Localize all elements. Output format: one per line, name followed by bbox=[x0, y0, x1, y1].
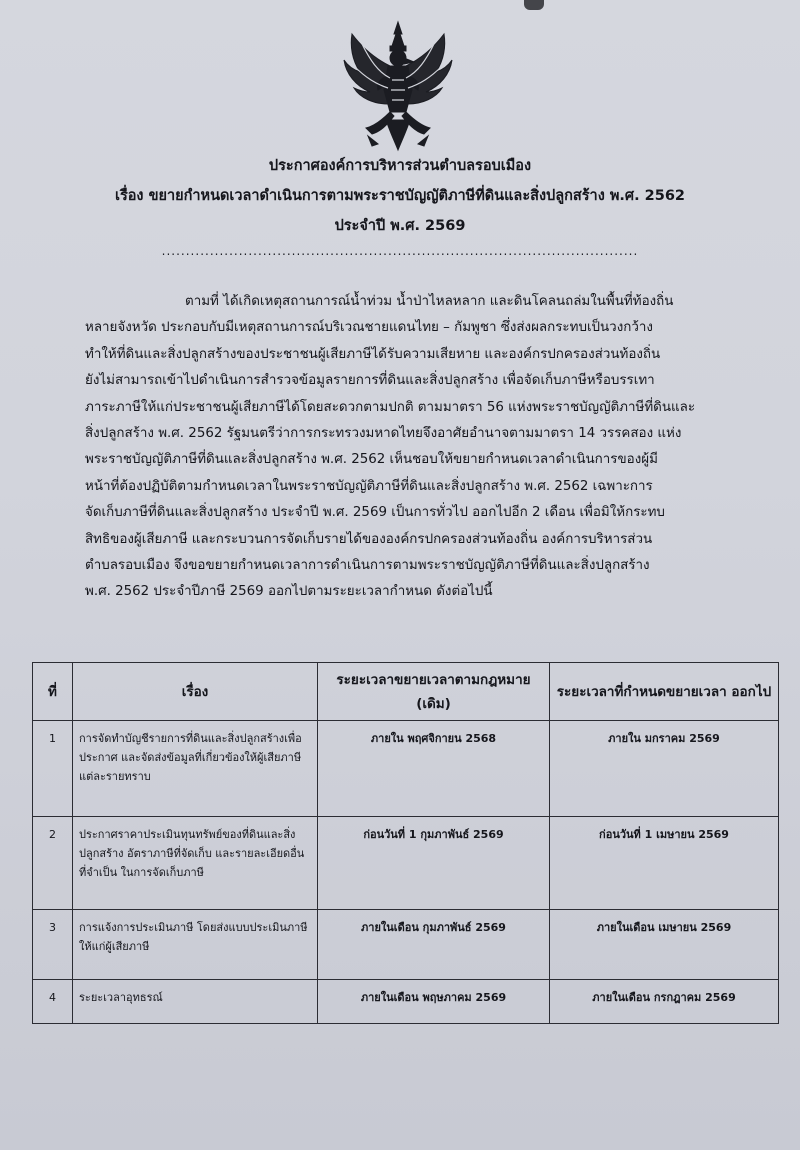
body-line: หน้าที่ต้องปฏิบัติตามกำหนดเวลาในพระราชบัญญัติภาษีที่ดินและสิ่งปลูกสร้าง พ.ศ. 2562 เฉพาะการ bbox=[85, 478, 653, 494]
header-no: ที่ bbox=[33, 663, 73, 721]
body-line: พระราชบัญญัติภาษีที่ดินและสิ่งปลูกสร้าง พ.ศ. 2562 เห็นชอบให้ขยายกำหนดเวลาดำเนินการของผู้มี bbox=[85, 452, 658, 468]
body-line: พ.ศ. 2562 ประจำปีภาษี 2569 ออกไปตามระยะเวลากำหนด ดังต่อไปนี้ bbox=[85, 584, 493, 600]
announcement-body bbox=[85, 289, 775, 606]
row-old-deadline: ภายในเดือน กุมภาพันธ์ 2569 bbox=[318, 910, 550, 980]
row-old-deadline: ภายใน พฤศจิกายน 2568 bbox=[318, 721, 550, 817]
row-topic: การแจ้งการประเมินภาษี โดยส่งแบบประเมินภาษีให้แก่ผู้เสียภาษี bbox=[73, 910, 318, 980]
table-row bbox=[33, 910, 779, 980]
body-line: ทำให้ที่ดินและสิ่งปลูกสร้างของประชาชนผู้เสียภาษีได้รับความเสียหาย และองค์กรปกครองส่วนท้องถิ่น bbox=[85, 346, 661, 362]
page-edge-mark bbox=[524, 0, 544, 10]
table-row bbox=[33, 980, 779, 1024]
row-new-deadline: ภายในเดือน เมษายน 2569 bbox=[550, 910, 779, 980]
body-line: ยังไม่สามารถเข้าไปดำเนินการสำรวจข้อมูลรายการที่ดินและสิ่งปลูกสร้าง เพื่อจัดเก็บภาษีหรือบรรเทา bbox=[85, 373, 655, 389]
body-line: ภาระภาษีให้แก่ประชาชนผู้เสียภาษีได้โดยสะดวกตามปกติ ตามมาตรา 56 แห่งพระราชบัญญัติภาษีที่ดินและ bbox=[85, 399, 696, 415]
schedule-table bbox=[32, 662, 779, 1024]
announcement-title: ประกาศองค์การบริหารส่วนตำบลรอบเมือง bbox=[268, 158, 532, 174]
row-old-deadline: ภายในเดือน พฤษภาคม 2569 bbox=[318, 980, 550, 1024]
announcement-subject: เรื่อง ขยายกำหนดเวลาดำเนินการตามพระราชบัญญัติภาษีที่ดินและสิ่งปลูกสร้าง พ.ศ. 2562 bbox=[114, 188, 686, 204]
table-row bbox=[33, 721, 779, 817]
row-old-deadline: ก่อนวันที่ 1 กุมภาพันธ์ 2569 bbox=[318, 817, 550, 910]
separator-dots: ................................................................................................... bbox=[161, 244, 639, 258]
body-line: หลายจังหวัด ประกอบกับมีเหตุสถานการณ์บริเวณชายแดนไทย – กัมพูชา ซึ่งส่งผลกระทบเป็นวงกว้าง bbox=[85, 320, 653, 336]
row-number: 1 bbox=[33, 721, 73, 817]
header-new-deadline: ระยะเวลาที่กำหนดขยายเวลา ออกไป bbox=[550, 663, 779, 721]
body-line: ตำบลรอบเมือง จึงขอขยายกำหนดเวลาการดำเนินการตามพระราชบัญญัติภาษีที่ดินและสิ่งปลูกสร้าง bbox=[85, 558, 650, 574]
row-number: 3 bbox=[33, 910, 73, 980]
row-new-deadline: ก่อนวันที่ 1 เมษายน 2569 bbox=[550, 817, 779, 910]
row-topic: การจัดทำบัญชีรายการที่ดินและสิ่งปลูกสร้างเพื่อประกาศ และจัดส่งข้อมูลที่เกี่ยวข้องให้ผู้เสียภาษีแต่ละรายทราบ bbox=[73, 721, 318, 817]
row-number: 4 bbox=[33, 980, 73, 1024]
announcement-year: ประจำปี พ.ศ. 2569 bbox=[334, 218, 466, 234]
body-line: สิทธิของผู้เสียภาษี และกระบวนการจัดเก็บรายได้ขององค์กรปกครองส่วนท้องถิ่น องค์การบริหารส่วน bbox=[85, 531, 653, 547]
header-old-deadline: ระยะเวลาขยายเวลาตามกฎหมาย (เดิม) bbox=[318, 663, 550, 721]
row-new-deadline: ภายในเดือน กรกฎาคม 2569 bbox=[550, 980, 779, 1024]
row-topic: ระยะเวลาอุทธรณ์ bbox=[73, 980, 318, 1024]
row-new-deadline: ภายใน มกราคม 2569 bbox=[550, 721, 779, 817]
garuda-emblem-icon bbox=[338, 20, 458, 155]
body-line: จัดเก็บภาษีที่ดินและสิ่งปลูกสร้าง ประจำปี พ.ศ. 2569 เป็นการทั่วไป ออกไปอีก 2 เดือน เพื่อมิให้กระทบ bbox=[85, 505, 665, 521]
body-line: ตามที่ ได้เกิดเหตุสถานการณ์น้ำท่วม น้ำป่าไหลหลาก และดินโคลนถล่มในพื้นที่ท้องถิ่น bbox=[185, 294, 674, 309]
row-number: 2 bbox=[33, 817, 73, 910]
header-topic: เรื่อง bbox=[73, 663, 318, 721]
table-row bbox=[33, 817, 779, 910]
table-header-row bbox=[33, 663, 779, 721]
body-line: สิ่งปลูกสร้าง พ.ศ. 2562 รัฐมนตรีว่าการกระทรวงมหาดไทยจึงอาศัยอำนาจตามมาตรา 14 วรรคสอง แห่ง bbox=[85, 426, 682, 442]
row-topic: ประกาศราคาประเมินทุนทรัพย์ของที่ดินและสิ่งปลูกสร้าง อัตราภาษีที่จัดเก็บ และรายละเอียดอื่นที่จำเป็น ในการจัดเก็บภาษี bbox=[73, 817, 318, 910]
